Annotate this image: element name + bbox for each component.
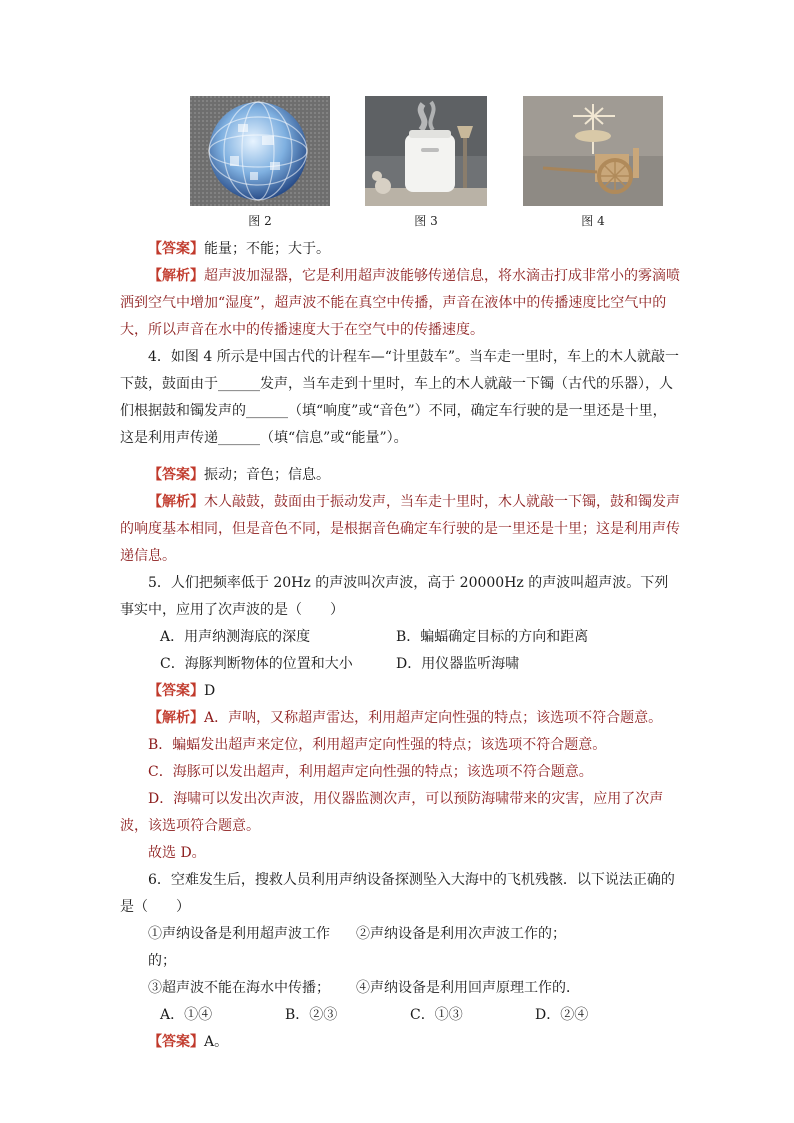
- q5-options-row-2: [120, 651, 680, 678]
- analysis-label: 【解析】: [148, 710, 204, 726]
- option-a: A．用声纳测海底的深度: [160, 629, 311, 645]
- option-c: C．①③: [410, 1007, 463, 1023]
- document-body: [120, 236, 680, 1056]
- option-a: A．①④: [160, 1007, 213, 1023]
- plasma-sphere-image: [190, 96, 330, 206]
- q4-stem: 4．如图 4 所示是中国古代的计程车—“计里鼓车”。当车走一里时，车上的木人就敲一下鼓，鼓面由于______发声，当车走到十里时，车上的木人就敲一下镯（古代的乐器），人们根据鼓和镯发声的______（填“响度”或“音色”）不同，确定车行驶的是一里还是十里，这是利用声传递______（填“信息”或“能量”）。: [120, 349, 680, 446]
- analysis-text: 超声波加湿器，它是利用超声波能够传递信息，将水滴击打成非常小的雾滴喷洒到空气中增加“湿度”，超声波不能在真空中传播，声音在液体中的传播速度比空气中的大，所以声音在水中的传播速度大于在空气中的传播速度。: [120, 268, 680, 338]
- statement-4: ④声纳设备是利用回声原理工作的．: [356, 980, 580, 996]
- analysis-text: 木人敲鼓，鼓面由于振动发声，当车走十里时，木人就敲一下镯，鼓和镯发声的响度基本相同，但是音色不同，是根据音色确定车行驶的是一里还是十里；这是利用声传递信息。: [120, 494, 680, 564]
- q5-stem: 5．人们把频率低于 20Hz 的声波叫次声波，高于 20000Hz 的声波叫超声波。下列事实中，应用了次声波的是（ ）: [120, 575, 669, 618]
- answer-label: 【答案】: [148, 1034, 204, 1050]
- figure-caption: 图 2: [248, 214, 272, 228]
- answer-label: 【答案】: [148, 683, 204, 699]
- figure-3: [365, 96, 487, 229]
- q5-options-row-1: [120, 624, 680, 651]
- answer-text: 振动；音色；信息。: [204, 467, 330, 483]
- q6-options: [120, 1002, 680, 1029]
- answer-text: D: [204, 683, 216, 699]
- figure-row: [0, 96, 794, 236]
- option-d: D．②④: [535, 1007, 589, 1023]
- q6-statements-row-2: [120, 975, 680, 1002]
- figure-caption: 图 3: [414, 214, 438, 228]
- figure-4: [523, 96, 663, 229]
- option-b: B．蝙蝠确定目标的方向和距离: [396, 629, 589, 645]
- option-b: B．②③: [285, 1007, 338, 1023]
- q6-stem: 6．空难发生后，搜救人员利用声纳设备探测坠入大海中的飞机残骸．以下说法正确的是（ ）: [120, 872, 675, 915]
- figure-2: [190, 96, 330, 229]
- answer-label: 【答案】: [148, 241, 204, 257]
- answer-text: A。: [204, 1034, 229, 1050]
- q5-conclusion: 故选 D。: [148, 845, 206, 861]
- q4-answer: [120, 462, 680, 489]
- q5-analysis-a: [120, 705, 680, 732]
- ancient-odometer-cart-image: [523, 96, 663, 206]
- q5-analysis-c: C．海豚可以发出超声，利用超声定向性强的特点；该选项不符合题意。: [148, 764, 593, 780]
- answer-label: 【答案】: [148, 467, 204, 483]
- analysis-label: 【解析】: [148, 268, 204, 284]
- q3-analysis: [120, 263, 680, 344]
- humidifier-image: [365, 96, 487, 206]
- option-c: C．海豚判断物体的位置和大小: [160, 656, 353, 672]
- statement-1: ①声纳设备是利用超声波工作的；: [148, 926, 330, 969]
- analysis-text: A．声呐，又称超声雷达，利用超声定向性强的特点；该选项不符合题意。: [204, 710, 663, 726]
- q5-analysis-b: B．蝙蝠发出超声来定位，利用超声定向性强的特点；该选项不符合题意。: [148, 737, 607, 753]
- q6-answer: [120, 1029, 680, 1056]
- q4-analysis: [120, 489, 680, 570]
- statement-2: ②声纳设备是利用次声波工作的；: [356, 926, 566, 942]
- q5-analysis-d: D．海啸可以发出次声波，用仪器监测次声，可以预防海啸带来的灾害，应用了次声波，该选项符合题意。: [120, 791, 664, 834]
- statement-3: ③超声波不能在海水中传播；: [148, 980, 330, 996]
- analysis-label: 【解析】: [148, 494, 204, 510]
- figure-caption: 图 4: [581, 214, 605, 228]
- q5-answer: [120, 678, 680, 705]
- q6-statements-row-1: [120, 921, 680, 975]
- option-d: D．用仪器监听海啸: [396, 656, 520, 672]
- q3-answer: [120, 236, 680, 263]
- spacer: [120, 452, 680, 462]
- answer-text: 能量；不能；大于。: [204, 241, 330, 257]
